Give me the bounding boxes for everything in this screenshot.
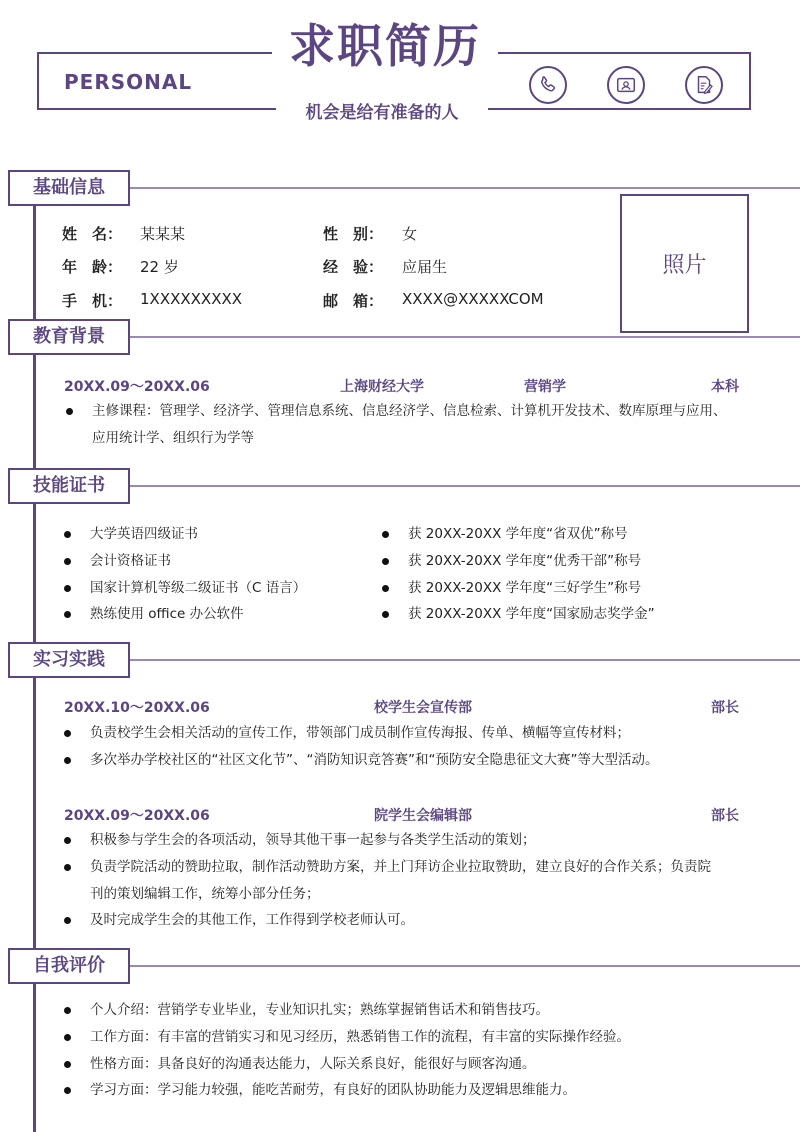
id-card-icon <box>607 66 645 104</box>
age-label: 年 龄： <box>62 258 123 276</box>
experience-value: 应届生 <box>402 258 448 276</box>
photo-placeholder: 照片 <box>620 194 749 333</box>
education-courses-line1: 主修课程：管理学、经济学、管理信息系统、信息经济学、信息检索、计算机开发技术、数库原理与应用、 <box>92 403 727 419</box>
phone-value: 1XXXXXXXXX <box>140 290 243 308</box>
section-title-basic: 基础信息 <box>8 170 130 206</box>
practice2-date: 20XX.09～20XX.06 <box>64 808 210 824</box>
bullet <box>64 1087 71 1094</box>
bullet <box>382 531 389 538</box>
section-divider <box>130 336 800 338</box>
skill-left-item: 国家计算机等级二级证书（C 语言） <box>90 580 307 596</box>
bullet <box>64 1034 71 1041</box>
page-title: 求职简历 <box>272 14 498 78</box>
bullet <box>64 837 71 844</box>
skill-right-item: 获 20XX-20XX 学年度“三好学生”称号 <box>408 580 642 596</box>
skill-left-item: 会计资格证书 <box>90 553 171 569</box>
section-divider <box>130 187 800 189</box>
practice1-date: 20XX.10～20XX.06 <box>64 700 210 716</box>
name-value: 某某某 <box>140 225 186 243</box>
age-value: 22 岁 <box>140 258 179 276</box>
bullet <box>64 558 71 565</box>
gender-value: 女 <box>402 225 418 243</box>
education-date: 20XX.09～20XX.06 <box>64 379 210 395</box>
bullet <box>382 585 389 592</box>
self-item: 性格方面：具备良好的沟通表达能力，人际关系良好，能很好与顾客沟通。 <box>90 1056 536 1072</box>
bullet <box>64 585 71 592</box>
email-label: 邮 箱： <box>323 292 384 310</box>
self-item: 学习方面：学习能力较强，能吃苦耐劳，有良好的团队协助能力及逻辑思维能力。 <box>90 1082 576 1098</box>
practice1-org: 校学生会宣传部 <box>374 700 472 716</box>
education-degree: 本科 <box>711 379 739 395</box>
skill-right-item: 获 20XX-20XX 学年度“国家励志奖学金” <box>408 606 655 622</box>
practice2-item: 及时完成学生会的其他工作，工作得到学校老师认可。 <box>90 912 414 928</box>
practice2-item: 积极参与学生会的各项活动，领导其他干事一起参与各类学生活动的策划； <box>90 832 536 848</box>
bullet <box>382 611 389 618</box>
section-title-practice: 实习实践 <box>8 642 130 678</box>
phone-icon <box>529 66 567 104</box>
practice2-role: 部长 <box>711 808 739 824</box>
edit-document-icon <box>685 66 723 104</box>
personal-label: PERSONAL <box>64 70 193 94</box>
bullet <box>64 757 71 764</box>
education-school: 上海财经大学 <box>340 379 424 395</box>
bullet <box>382 558 389 565</box>
practice2-item-line2: 刊的策划编辑工作，统筹小部分任务； <box>90 886 320 902</box>
section-divider <box>130 965 800 967</box>
skill-left-item: 熟练使用 office 办公软件 <box>90 606 244 622</box>
skill-right-item: 获 20XX-20XX 学年度“省双优”称号 <box>408 526 628 542</box>
page-subtitle: 机会是给有准备的人 <box>276 98 488 128</box>
email-value: XXXX@XXXXXCOM <box>402 290 544 308</box>
bullet <box>64 917 71 924</box>
experience-label: 经 验： <box>323 258 384 276</box>
section-divider <box>130 659 800 661</box>
section-title-education: 教育背景 <box>8 319 130 355</box>
bullet <box>64 864 71 871</box>
education-courses-line2: 应用统计学、组织行为学等 <box>92 430 254 446</box>
bullet <box>64 1061 71 1068</box>
bullet <box>64 730 71 737</box>
practice1-role: 部长 <box>711 700 739 716</box>
practice2-item-line1: 负责学院活动的赞助拉取，制作活动赞助方案，并上门拜访企业拉取赞助，建立良好的合作关系；负责院 <box>90 859 711 875</box>
self-item: 个人介绍：营销学专业毕业，专业知识扎实；熟练掌握销售话术和销售技巧。 <box>90 1002 549 1018</box>
bullet <box>64 531 71 538</box>
section-title-skills: 技能证书 <box>8 468 130 504</box>
self-item: 工作方面：有丰富的营销实习和见习经历，熟悉销售工作的流程，有丰富的实际操作经验。 <box>90 1029 630 1045</box>
section-title-self: 自我评价 <box>8 948 130 984</box>
section-divider <box>130 485 800 487</box>
practice1-item: 负责校学生会相关活动的宣传工作，带领部门成员制作宣传海报、传单、横幅等宣传材料； <box>90 725 630 741</box>
practice1-item: 多次举办学校社区的“社区文化节”、“消防知识竞答赛”和“预防安全隐患征文大赛”等大型活动。 <box>90 752 659 768</box>
gender-label: 性 别： <box>323 225 384 243</box>
bullet <box>66 408 73 415</box>
bullet <box>64 611 71 618</box>
skill-right-item: 获 20XX-20XX 学年度“优秀干部”称号 <box>408 553 642 569</box>
practice2-org: 院学生会编辑部 <box>374 808 472 824</box>
education-major: 营销学 <box>524 379 566 395</box>
skill-left-item: 大学英语四级证书 <box>90 526 198 542</box>
phone-label: 手 机： <box>62 292 123 310</box>
name-label: 姓 名： <box>62 225 123 243</box>
bullet <box>64 1007 71 1014</box>
